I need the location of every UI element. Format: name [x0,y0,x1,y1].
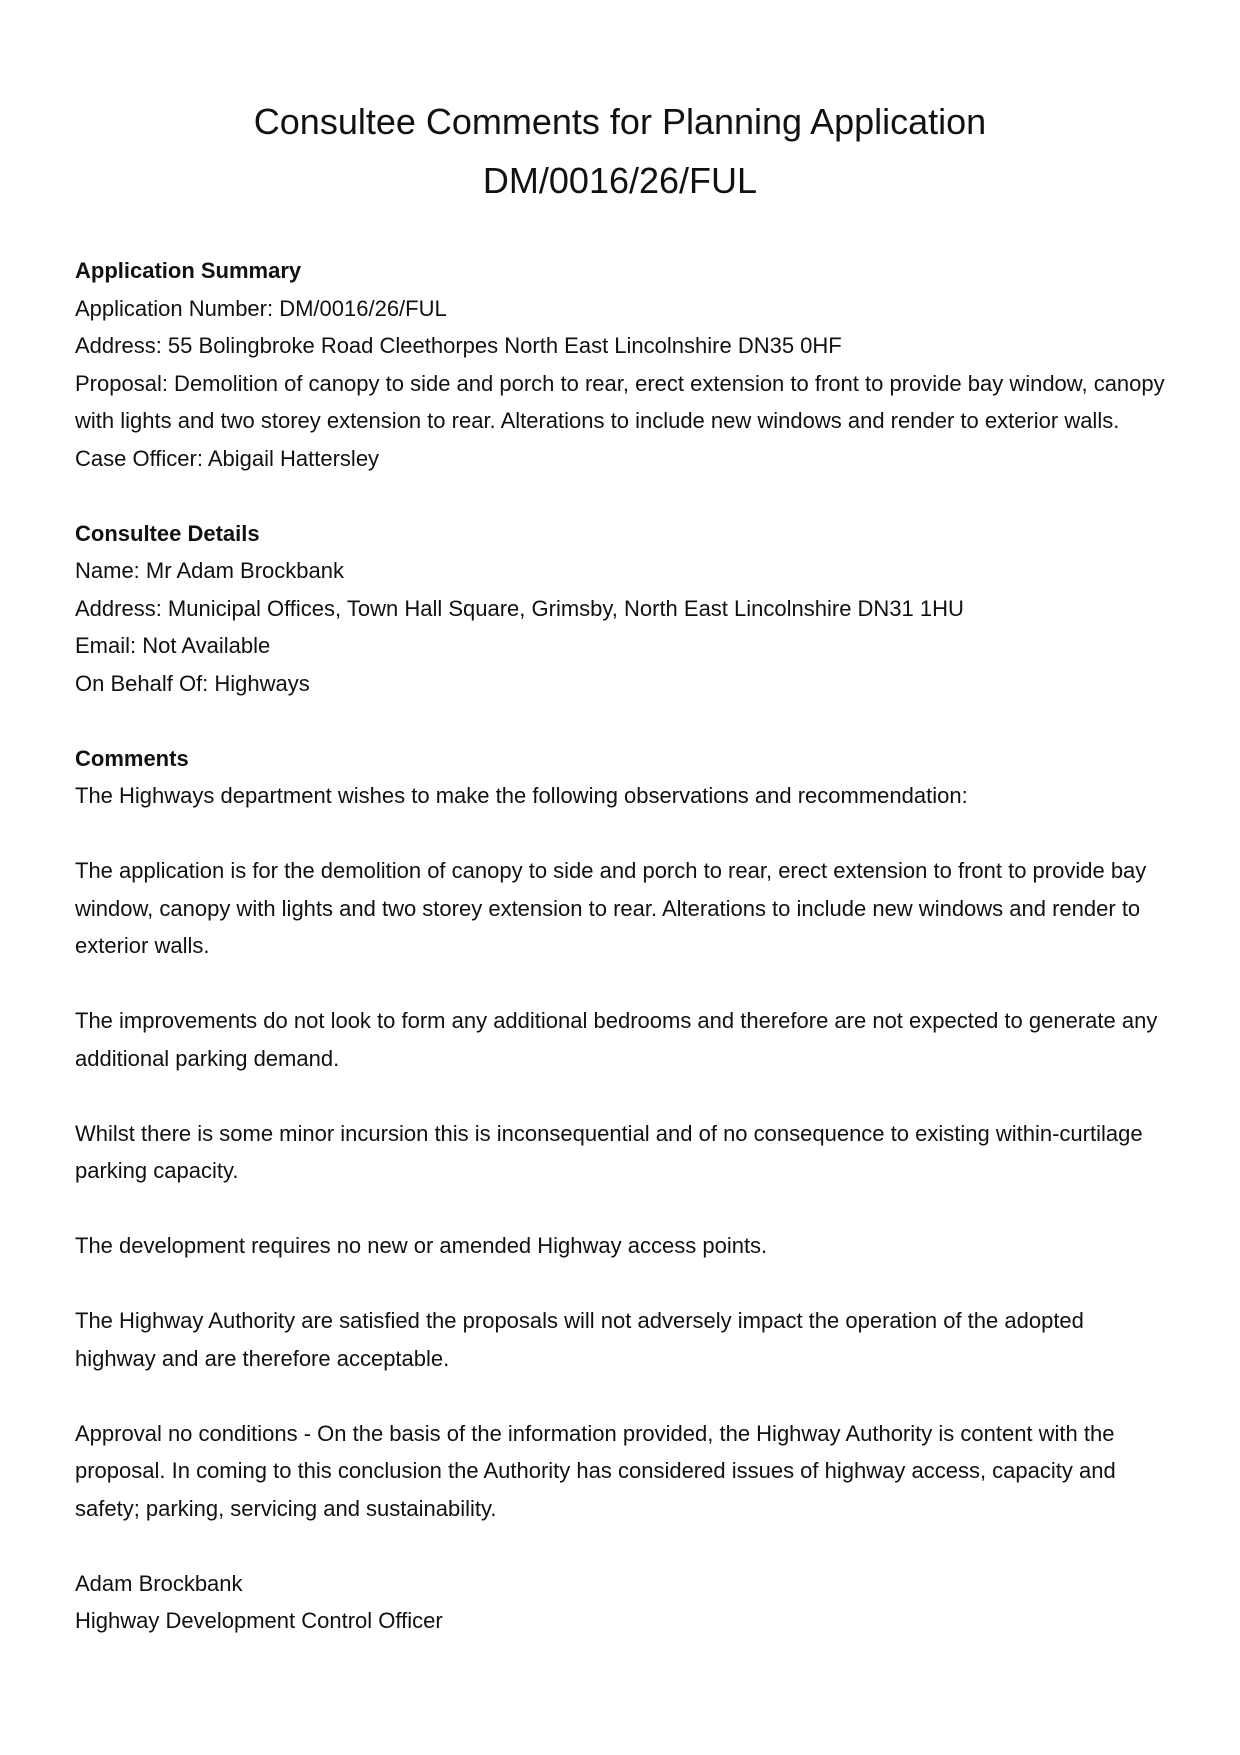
title-line-1: Consultee Comments for Planning Application [253,101,987,142]
comment-paragraph: Approval no conditions - On the basis of the information provided, the Highway Authority is content with the proposal. In coming to this conclusion the Authority has considered issues of highway access, capacity and safety; parking, servicing and sustainability. [75,1420,1116,1521]
comment-paragraph: The improvements do not look to form any additional bedrooms and therefore are not expected to generate any additional parking demand. [75,1008,1158,1071]
application-proposal: Proposal: Demolition of canopy to side and porch to rear, erect extension to front to provide bay window, canopy with lights and two storey extension to rear. Alterations to include new windows and render to exterior walls. [75,370,1165,433]
section-heading: Consultee Details [75,520,260,546]
comment-paragraph: Whilst there is some minor incursion this is inconsequential and of no consequence to existing within-curtilage parking capacity. [75,1120,1143,1183]
consultee-address: Address: Municipal Offices, Town Hall Square, Grimsby, North East Lincolnshire DN31 1HU [75,595,964,621]
comments-section [75,740,1170,1640]
page-title [0,92,1240,210]
title-application-number: DM/0016/26/FUL [482,160,758,201]
document-body [75,252,1170,1640]
comment-paragraph: The development requires no new or amended Highway access points. [75,1233,768,1258]
comment-paragraph: The Highways department wishes to make the following observations and recommendation: [75,783,968,808]
comment-paragraph: The application is for the demolition of canopy to side and porch to rear, erect extension to front to provide bay window, canopy with lights and two storey extension to rear. Alterations to include new windows and render to exterior walls. [75,858,1147,958]
application-address: Address: 55 Bolingbroke Road Cleethorpes North East Lincolnshire DN35 0HF [75,333,842,358]
application-summary-section [75,252,1170,477]
consultee-details-section [75,515,1170,703]
consultee-name: Name: Mr Adam Brockbank [75,558,344,583]
section-heading: Application Summary [75,258,302,283]
signature-name: Adam Brockbank [75,1570,243,1596]
application-number: Application Number: DM/0016/26/FUL [75,295,447,321]
section-heading: Comments [75,745,189,771]
signature-role: Highway Development Control Officer [75,1608,443,1633]
consultee-on-behalf-of: On Behalf Of: Highways [75,670,310,696]
consultee-email: Email: Not Available [75,633,271,658]
case-officer: Case Officer: Abigail Hattersley [75,445,380,471]
comment-paragraph: The Highway Authority are satisfied the proposals will not adversely impact the operation of the adopted highway and are therefore acceptable. [75,1308,1084,1371]
